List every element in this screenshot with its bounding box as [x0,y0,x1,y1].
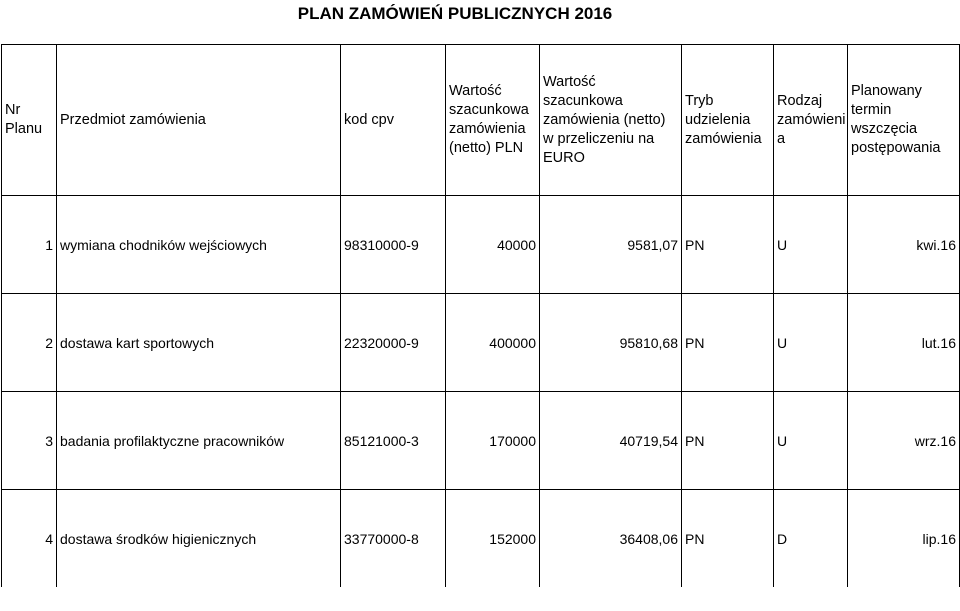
header-mode: Tryb udzielenia zamówienia [682,45,774,196]
row-cpv: 33770000-8 [341,490,446,588]
row-mode: PN [682,490,774,588]
header-subject: Przedmiot zamówienia [57,45,341,196]
header-cpv: kod cpv [341,45,446,196]
row-value-pln: 400000 [446,294,540,392]
header-value-eur: Wartość szacunkowa zamówienia (netto) w przeliczeniu na EURO [540,45,682,196]
table-header-row [2,45,960,196]
row-value-eur: 95810,68 [540,294,682,392]
table-row [2,294,960,392]
page-title: PLAN ZAMÓWIEŃ PUBLICZNYCH 2016 [297,4,613,23]
row-subject: dostawa kart sportowych [57,294,341,392]
row-type: U [774,294,848,392]
row-type: U [774,392,848,490]
row-cpv: 85121000-3 [341,392,446,490]
row-mode: PN [682,392,774,490]
header-value-pln: Wartość szacunkowa zamówienia (netto) PLN [446,45,540,196]
row-cpv: 22320000-9 [341,294,446,392]
row-value-pln: 170000 [446,392,540,490]
table-row [2,490,960,588]
row-date: lip.16 [848,490,960,588]
header-date: Planowany termin wszczęcia postępowania [848,45,960,196]
row-date: kwi.16 [848,196,960,294]
row-value-eur: 40719,54 [540,392,682,490]
row-value-eur: 9581,07 [540,196,682,294]
row-date: lut.16 [848,294,960,392]
row-nr: 4 [2,490,57,588]
row-subject: badania profilaktyczne pracowników [57,392,341,490]
row-mode: PN [682,196,774,294]
row-nr: 1 [2,196,57,294]
row-subject: wymiana chodników wejściowych [57,196,341,294]
header-nr: Nr Planu [2,45,57,196]
row-value-pln: 40000 [446,196,540,294]
row-subject: dostawa środków higienicznych [57,490,341,588]
row-value-pln: 152000 [446,490,540,588]
row-value-eur: 36408,06 [540,490,682,588]
row-nr: 3 [2,392,57,490]
table-row [2,196,960,294]
row-mode: PN [682,294,774,392]
table-row [2,392,960,490]
row-nr: 2 [2,294,57,392]
header-type: Rodzaj zamówieni a [774,45,848,196]
row-cpv: 98310000-9 [341,196,446,294]
row-type: U [774,196,848,294]
row-date: wrz.16 [848,392,960,490]
row-type: D [774,490,848,588]
procurement-plan-table [1,44,960,587]
